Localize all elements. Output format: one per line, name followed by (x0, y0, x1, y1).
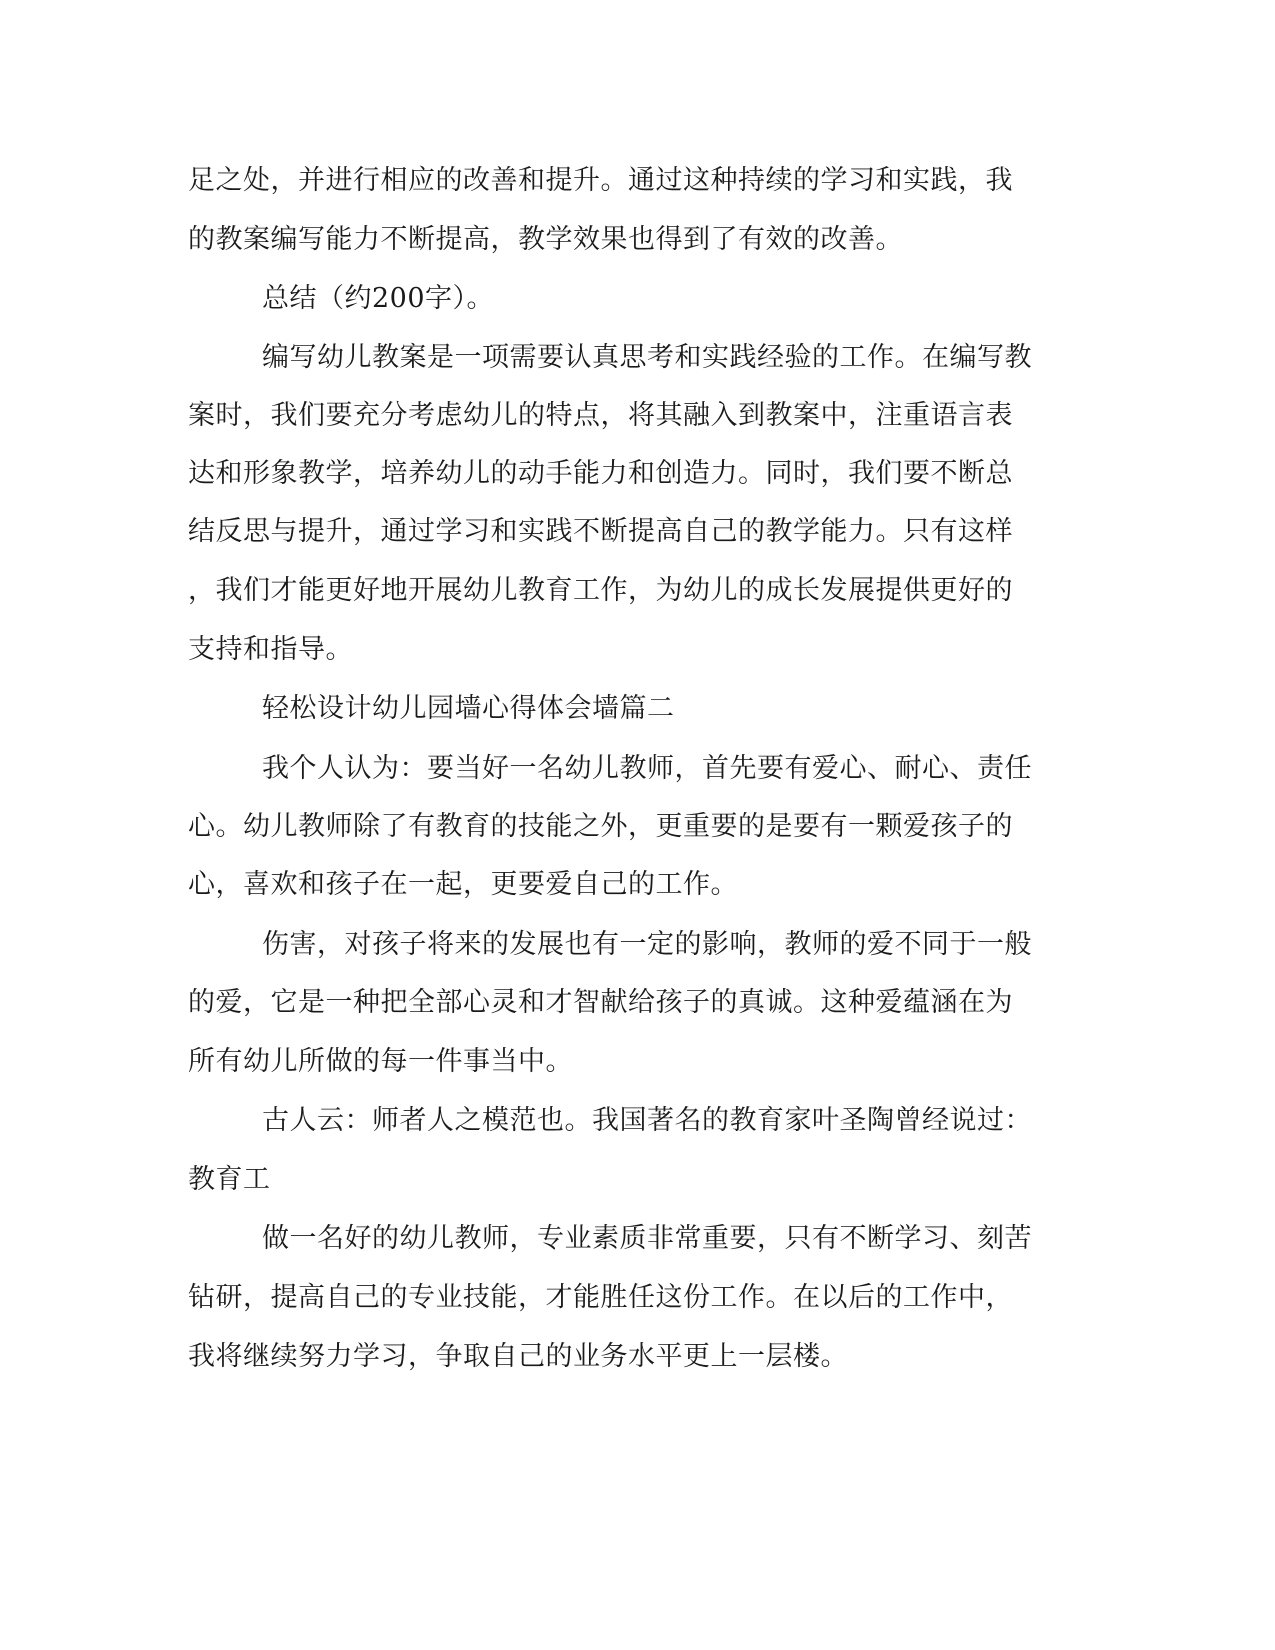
text-line: 达和形象教学，培养幼儿的动手能力和创造力。同时，我们要不断总 (188, 458, 1013, 489)
text-line: 伤害，对孩子将来的发展也有一定的影响，教师的爱不同于一般 (262, 929, 1032, 960)
text-line: 古人云：师者人之模范也。我国著名的教育家叶圣陶曾经说过： (262, 1105, 1032, 1136)
section-heading: 总结（约200字）。 (262, 283, 495, 314)
text-line: 支持和指导。 (188, 634, 353, 665)
text-line: 做一名好的幼儿教师，专业素质非常重要，只有不断学习、刻苦 (262, 1223, 1032, 1254)
text-line: 编写幼儿教案是一项需要认真思考和实践经验的工作。在编写教 (262, 342, 1032, 373)
section-heading: 轻松设计幼儿园墙心得体会墙篇二 (262, 693, 675, 724)
text-line: 的爱，它是一种把全部心灵和才智献给孩子的真诚。这种爱蕴涵在为 (188, 987, 1013, 1018)
text-line: 我将继续努力学习，争取自己的业务水平更上一层楼。 (188, 1341, 848, 1372)
text-line: 的教案编写能力不断提高，教学效果也得到了有效的改善。 (188, 224, 903, 255)
text-line: 教育工 (188, 1164, 271, 1195)
text-line: 我个人认为：要当好一名幼儿教师，首先要有爱心、耐心、责任 (262, 753, 1032, 784)
text-line: 所有幼儿所做的每一件事当中。 (188, 1046, 573, 1077)
text-line: 钻研，提高自己的专业技能，才能胜任这份工作。在以后的工作中， (188, 1282, 1013, 1313)
text-line: ，我们才能更好地开展幼儿教育工作，为幼儿的成长发展提供更好的 (188, 575, 1013, 606)
text-line: 结反思与提升，通过学习和实践不断提高自己的教学能力。只有这样 (188, 516, 1013, 547)
text-line: 足之处，并进行相应的改善和提升。通过这种持续的学习和实践，我 (188, 165, 1013, 196)
text-line: 心，喜欢和孩子在一起，更要爱自己的工作。 (188, 869, 738, 900)
text-line: 案时，我们要充分考虑幼儿的特点，将其融入到教案中，注重语言表 (188, 400, 1013, 431)
text-line: 心。幼儿教师除了有教育的技能之外，更重要的是要有一颗爱孩子的 (188, 811, 1013, 842)
